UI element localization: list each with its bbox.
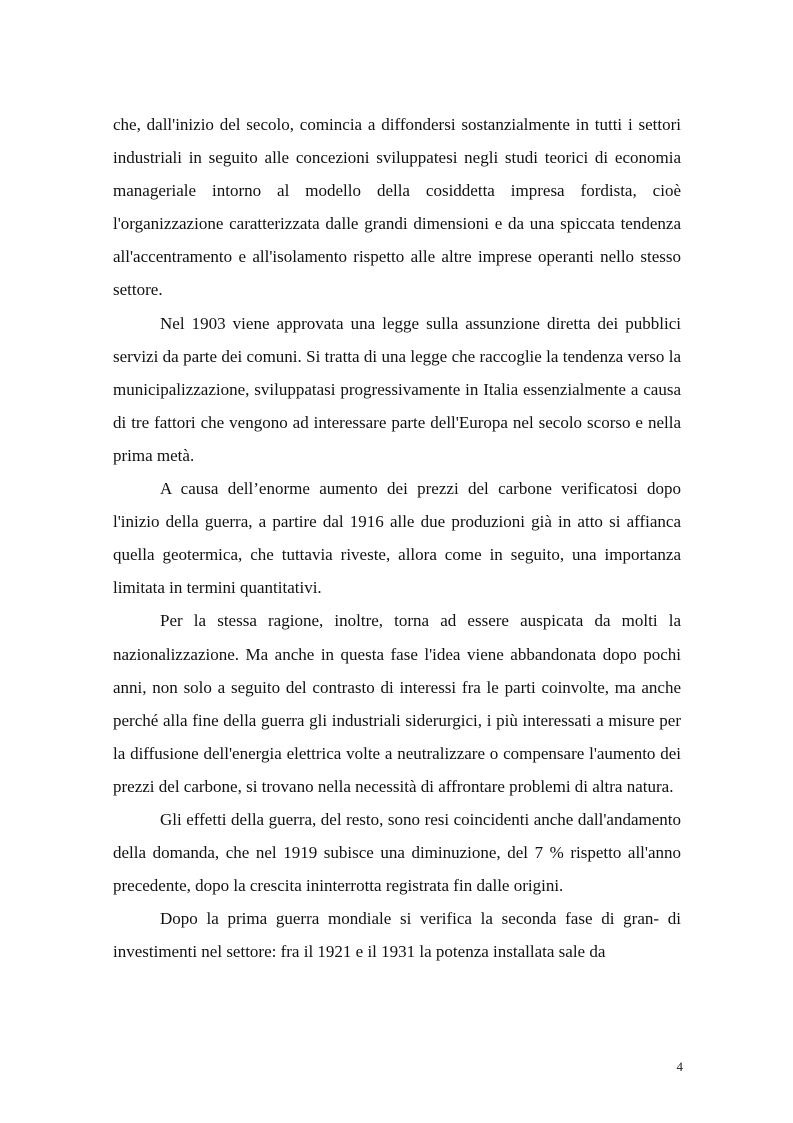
body-text	[113, 108, 681, 968]
paragraph-5: Gli effetti della guerra, del resto, sono resi coincidenti anche dall'andamento della domanda, che nel 1919 subisce una diminuzione, del 7 % rispetto all'anno precedente, dopo la crescita ininterrotta registrata fin dalle origini.	[113, 809, 681, 896]
paragraph-4: Per la stessa ragione, inoltre, torna ad essere auspicata da molti la nazionalizzazione. Ma anche in questa fase l'idea viene abbandonata dopo pochi anni, non solo a seguito del contrasto di interessi fra le parti coinvolte, ma anche perché alla fine della guerra gli industriali siderurgici, i più interessati a misure per la diffusione dell'energia elettrica volte a neutralizzare o compensare l'aumento dei prezzi del carbone, si trovano nella necessità di affrontare problemi di altra natura.	[113, 611, 681, 796]
paragraph-2: Nel 1903 viene approvata una legge sulla assunzione diretta dei pubblici servizi da parte dei comuni. Si tratta di una legge che raccoglie la tendenza verso la municipalizzazione, sviluppatasi progressivamente in Italia essenzialmente a causa di tre fattori che vengono ad interessare parte dell'Europa nel secolo scorso e nella prima metà.	[113, 313, 681, 465]
paragraph-3: A causa dell’enorme aumento dei prezzi del carbone verificatosi dopo l'inizio della guerra, a partire dal 1916 alle due produzioni già in atto si affianca quella geotermica, che tuttavia riveste, allora come in seguito, una importanza limitata in termini quantitativi.	[113, 479, 681, 598]
page-number: 4	[676, 1059, 683, 1074]
paragraph-6: Dopo la prima guerra mondiale si verifica la seconda fase di gran- di investimenti nel settore: fra il 1921 e il 1931 la potenza installata sale da	[113, 909, 681, 962]
paragraph-1: che, dall'inizio del secolo, comincia a diffondersi sostanzialmente in tutti i settori industriali in seguito alle concezioni sviluppatesi negli studi teorici di economia manageriale intorno al modello della cosiddetta impresa fordista, cioè l'organizzazione caratterizzata dalle grandi dimensioni e da una spiccata tendenza all'accentramento e all'isolamento rispetto alle altre imprese operanti nello stesso settore.	[113, 115, 681, 300]
